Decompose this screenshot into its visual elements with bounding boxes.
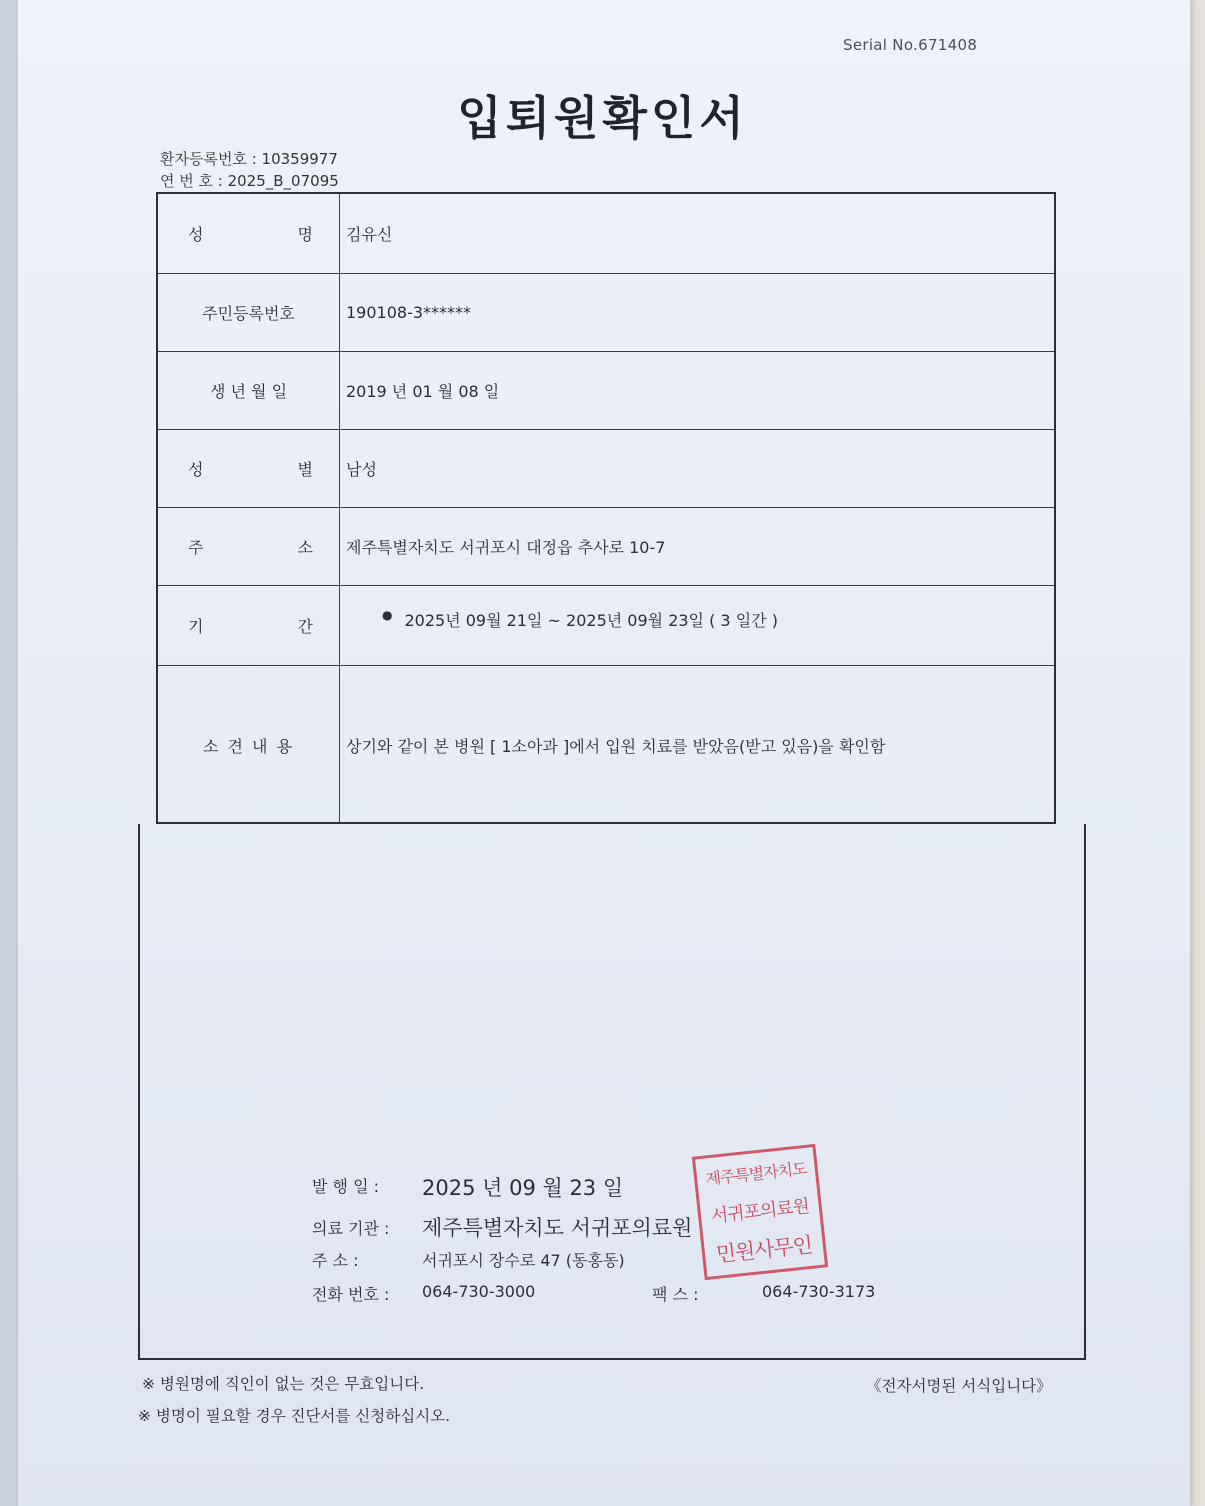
stamp-line-3: 민원사무인: [714, 1232, 814, 1267]
label-address-part2: 소: [297, 538, 313, 557]
value-name: 김유신: [346, 225, 393, 244]
value-birthdate: 2019 년 01 월 08 일: [346, 382, 500, 401]
row-birthdate: [158, 352, 1054, 430]
row-address: [158, 508, 1054, 586]
serial-number: Serial No.671408: [843, 36, 978, 54]
document-serial-number: 연 번 호 : 2025_B_07095: [160, 172, 339, 190]
label-gender: [158, 430, 340, 507]
row-opinion: [158, 666, 1054, 824]
value-address: 제주특별자치도 서귀포시 대정읍 추사로 10-7: [346, 538, 666, 557]
label-period-part1: 기: [188, 617, 204, 636]
addr-value: 서귀포시 장수로 47 (동홍동): [422, 1251, 625, 1270]
row-gender: [158, 430, 1054, 508]
label-name-part2: 명: [297, 225, 313, 244]
note-seal-required: ※ 병원명에 직인이 없는 것은 무효입니다.: [142, 1375, 425, 1393]
label-gender-part2: 별: [297, 460, 313, 479]
value-resident-number: 190108-3******: [346, 303, 472, 322]
label-address-part1: 주: [188, 538, 204, 557]
label-period: [158, 586, 340, 665]
label-gender-part1: 성: [188, 460, 204, 479]
label-name: [158, 194, 340, 273]
value-opinion: 상기와 같이 본 병원 [ 1소아과 ]에서 입원 치료를 받았음(받고 있음)을 확인함: [346, 736, 886, 756]
tel-label: 전화 번호 :: [312, 1285, 390, 1304]
addr-label: 주 소 :: [312, 1251, 359, 1270]
issuance-section: [138, 824, 1086, 1360]
row-period: [158, 586, 1054, 666]
org-label: 의료 기관 :: [312, 1219, 390, 1238]
label-resident-number: 주민등록번호: [158, 274, 340, 351]
label-name-part1: 성: [188, 225, 204, 244]
fax-label: 팩 스 :: [652, 1285, 699, 1304]
label-period-part2: 간: [297, 617, 313, 636]
stamp-line-1: 제주특별자치도: [704, 1158, 808, 1189]
official-seal-stamp: [692, 1144, 828, 1280]
info-table: [156, 192, 1056, 824]
issue-date-label: 발 행 일 :: [312, 1177, 380, 1196]
bullet-icon: ●: [382, 608, 393, 622]
period-text: 2025년 09월 21일 ~ 2025년 09월 23일 ( 3 일간 ): [404, 611, 778, 630]
fax-value: 064-730-3173: [762, 1282, 876, 1301]
stamp-line-2: 서귀포의료원: [709, 1195, 810, 1228]
value-gender: 남성: [346, 460, 377, 479]
row-name: [158, 194, 1054, 274]
issue-date-value: 2025 년 09 월 23 일: [422, 1176, 624, 1200]
note-diagnosis: ※ 병명이 필요할 경우 진단서를 신청하십시오.: [138, 1407, 451, 1425]
label-address: [158, 508, 340, 585]
label-opinion: 소 견 내 용: [158, 666, 340, 824]
patient-registration-number: 환자등록번호 : 10359977: [160, 150, 338, 168]
label-birthdate: 생 년 월 일: [158, 352, 340, 429]
org-value: 제주특별자치도 서귀포의료원: [422, 1216, 693, 1240]
tel-value: 064-730-3000: [422, 1282, 536, 1301]
row-resident-number: [158, 274, 1054, 352]
note-esign: 《전자서명된 서식입니다》: [866, 1377, 1052, 1395]
document-title: 입퇴원확인서: [457, 91, 748, 145]
